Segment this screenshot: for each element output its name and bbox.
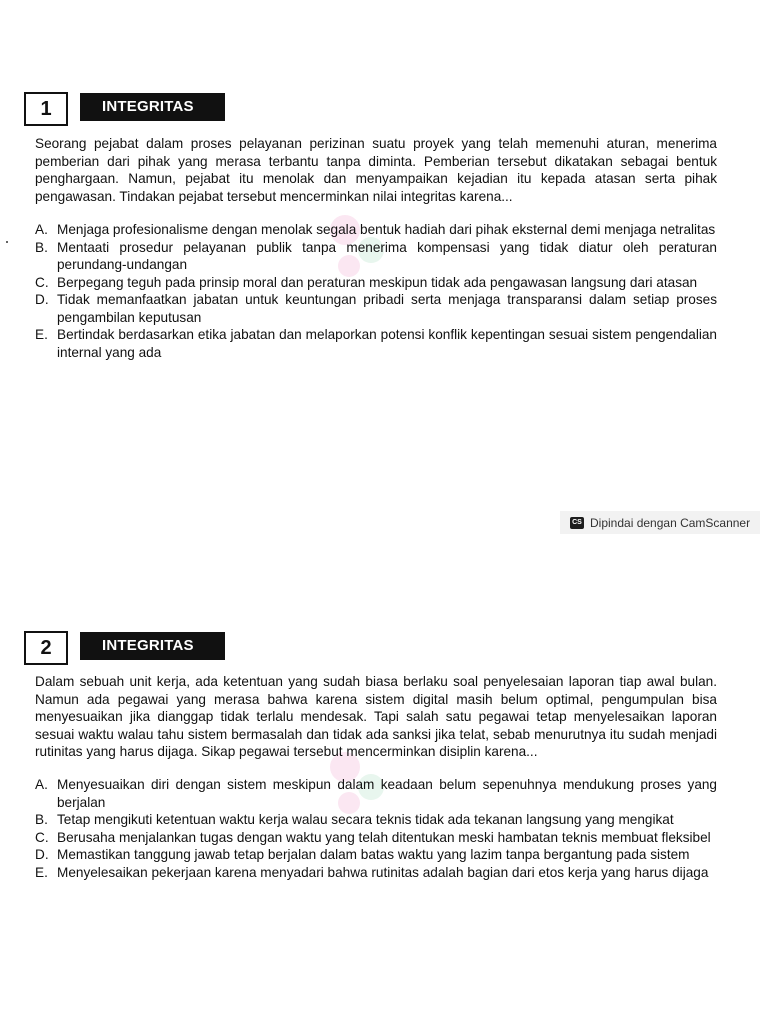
option-letter: C.	[35, 274, 49, 290]
option-text: Mentaati prosedur pelayanan publik tanpa menerima kompensasi yang tidak diatur oleh peraturan perundang-undangan	[57, 239, 717, 272]
option-letter: A.	[35, 777, 48, 792]
answer-option-a[interactable]	[35, 776, 717, 811]
option-text: Menyesuaikan diri dengan sistem meskipun dalam keadaan belum sepenuhnya mendukung proses yang berjalan	[57, 777, 717, 810]
camscanner-label: Dipindai dengan CamScanner	[590, 515, 751, 530]
option-text: Berpegang teguh pada prinsip moral dan peraturan meskipun tidak ada pengawasan langsung dari atasan	[57, 274, 698, 290]
answer-option-d[interactable]	[35, 846, 717, 864]
answer-options	[35, 221, 717, 361]
option-text: Berusaha menjalankan tugas dengan waktu yang telah ditentukan meski hambatan teknis membuat fleksibel	[57, 829, 711, 845]
option-letter: B.	[35, 239, 48, 255]
question-number: 2	[24, 631, 68, 665]
option-letter: B.	[35, 812, 48, 827]
answer-option-e[interactable]	[35, 864, 717, 882]
option-letter: D.	[35, 292, 49, 307]
answer-option-c[interactable]	[35, 274, 717, 292]
answer-option-b[interactable]	[35, 239, 717, 274]
question-category-badge: INTEGRITAS	[80, 93, 225, 121]
option-letter: C.	[35, 829, 49, 845]
answer-option-b[interactable]	[35, 811, 717, 829]
question-stem: Dalam sebuah unit kerja, ada ketentuan yang sudah biasa berlaku soal penyelesaian laporan tiap awal bulan. Namun ada pegawai yang merasa bahwa karena sistem digital masih belum optimal, pengumpulan bisa menyesuaikan jika dianggap tidak terlalu mendesak. Tapi salah satu pegawai tetap menyelesaikan laporan sesuai waktu walau tahu sistem bermasalah dan tidak ada sanksi jika telat, sebab menurutnya itu sudah menjadi rutinitas yang harus dijaga. Sikap pegawai tersebut mencerminkan disiplin karena...	[35, 674, 717, 759]
camscanner-badge	[560, 511, 760, 534]
question-stem: Seorang pejabat dalam proses pelayanan perizinan suatu proyek yang telah memenuhi aturan, menerima pemberian dari pihak yang merasa terbantu tanpa diminta. Pemberian tersebut dikatakan sebagai bentuk penghargaan. Namun, pejabat itu menolak dan menyampaikan kejadian itu kepada atasan serta pihak pengawasan. Tindakan pejabat tersebut mencerminkan nilai integritas karena...	[35, 136, 717, 204]
option-letter: E.	[35, 864, 48, 880]
option-letter: D.	[35, 847, 49, 862]
option-text: Bertindak berdasarkan etika jabatan dan melaporkan potensi konflik kepentingan sesuai sistem pengendalian internal yang ada	[57, 327, 717, 360]
answer-option-c[interactable]	[35, 829, 717, 847]
option-letter: A.	[35, 222, 48, 237]
answer-option-a[interactable]	[35, 221, 717, 239]
option-text: Menjaga profesionalisme dengan menolak segala bentuk hadiah dari pihak eksternal demi menjaga netralitas	[57, 222, 716, 237]
option-letter: E.	[35, 327, 48, 342]
answer-options	[35, 776, 717, 881]
answer-option-e[interactable]	[35, 326, 717, 361]
scan-artifact-dot	[6, 241, 8, 243]
answer-option-d[interactable]	[35, 291, 717, 326]
question-category-badge: INTEGRITAS	[80, 632, 225, 660]
option-text: Memastikan tanggung jawab tetap berjalan dalam batas waktu yang lazim tanpa bergantung pada sistem	[57, 847, 690, 862]
option-text: Menyelesaikan pekerjaan karena menyadari bahwa rutinitas adalah bagian dari etos kerja yang harus dijaga	[57, 864, 709, 880]
camscanner-icon: CS	[570, 517, 584, 529]
option-text: Tidak memanfaatkan jabatan untuk keuntungan pribadi serta menjaga transparansi dalam setiap proses pengambilan keputusan	[57, 292, 717, 325]
question-number: 1	[24, 92, 68, 126]
option-text: Tetap mengikuti ketentuan waktu kerja walau secara teknis tidak ada tekanan langsung yang mengikat	[57, 812, 674, 827]
